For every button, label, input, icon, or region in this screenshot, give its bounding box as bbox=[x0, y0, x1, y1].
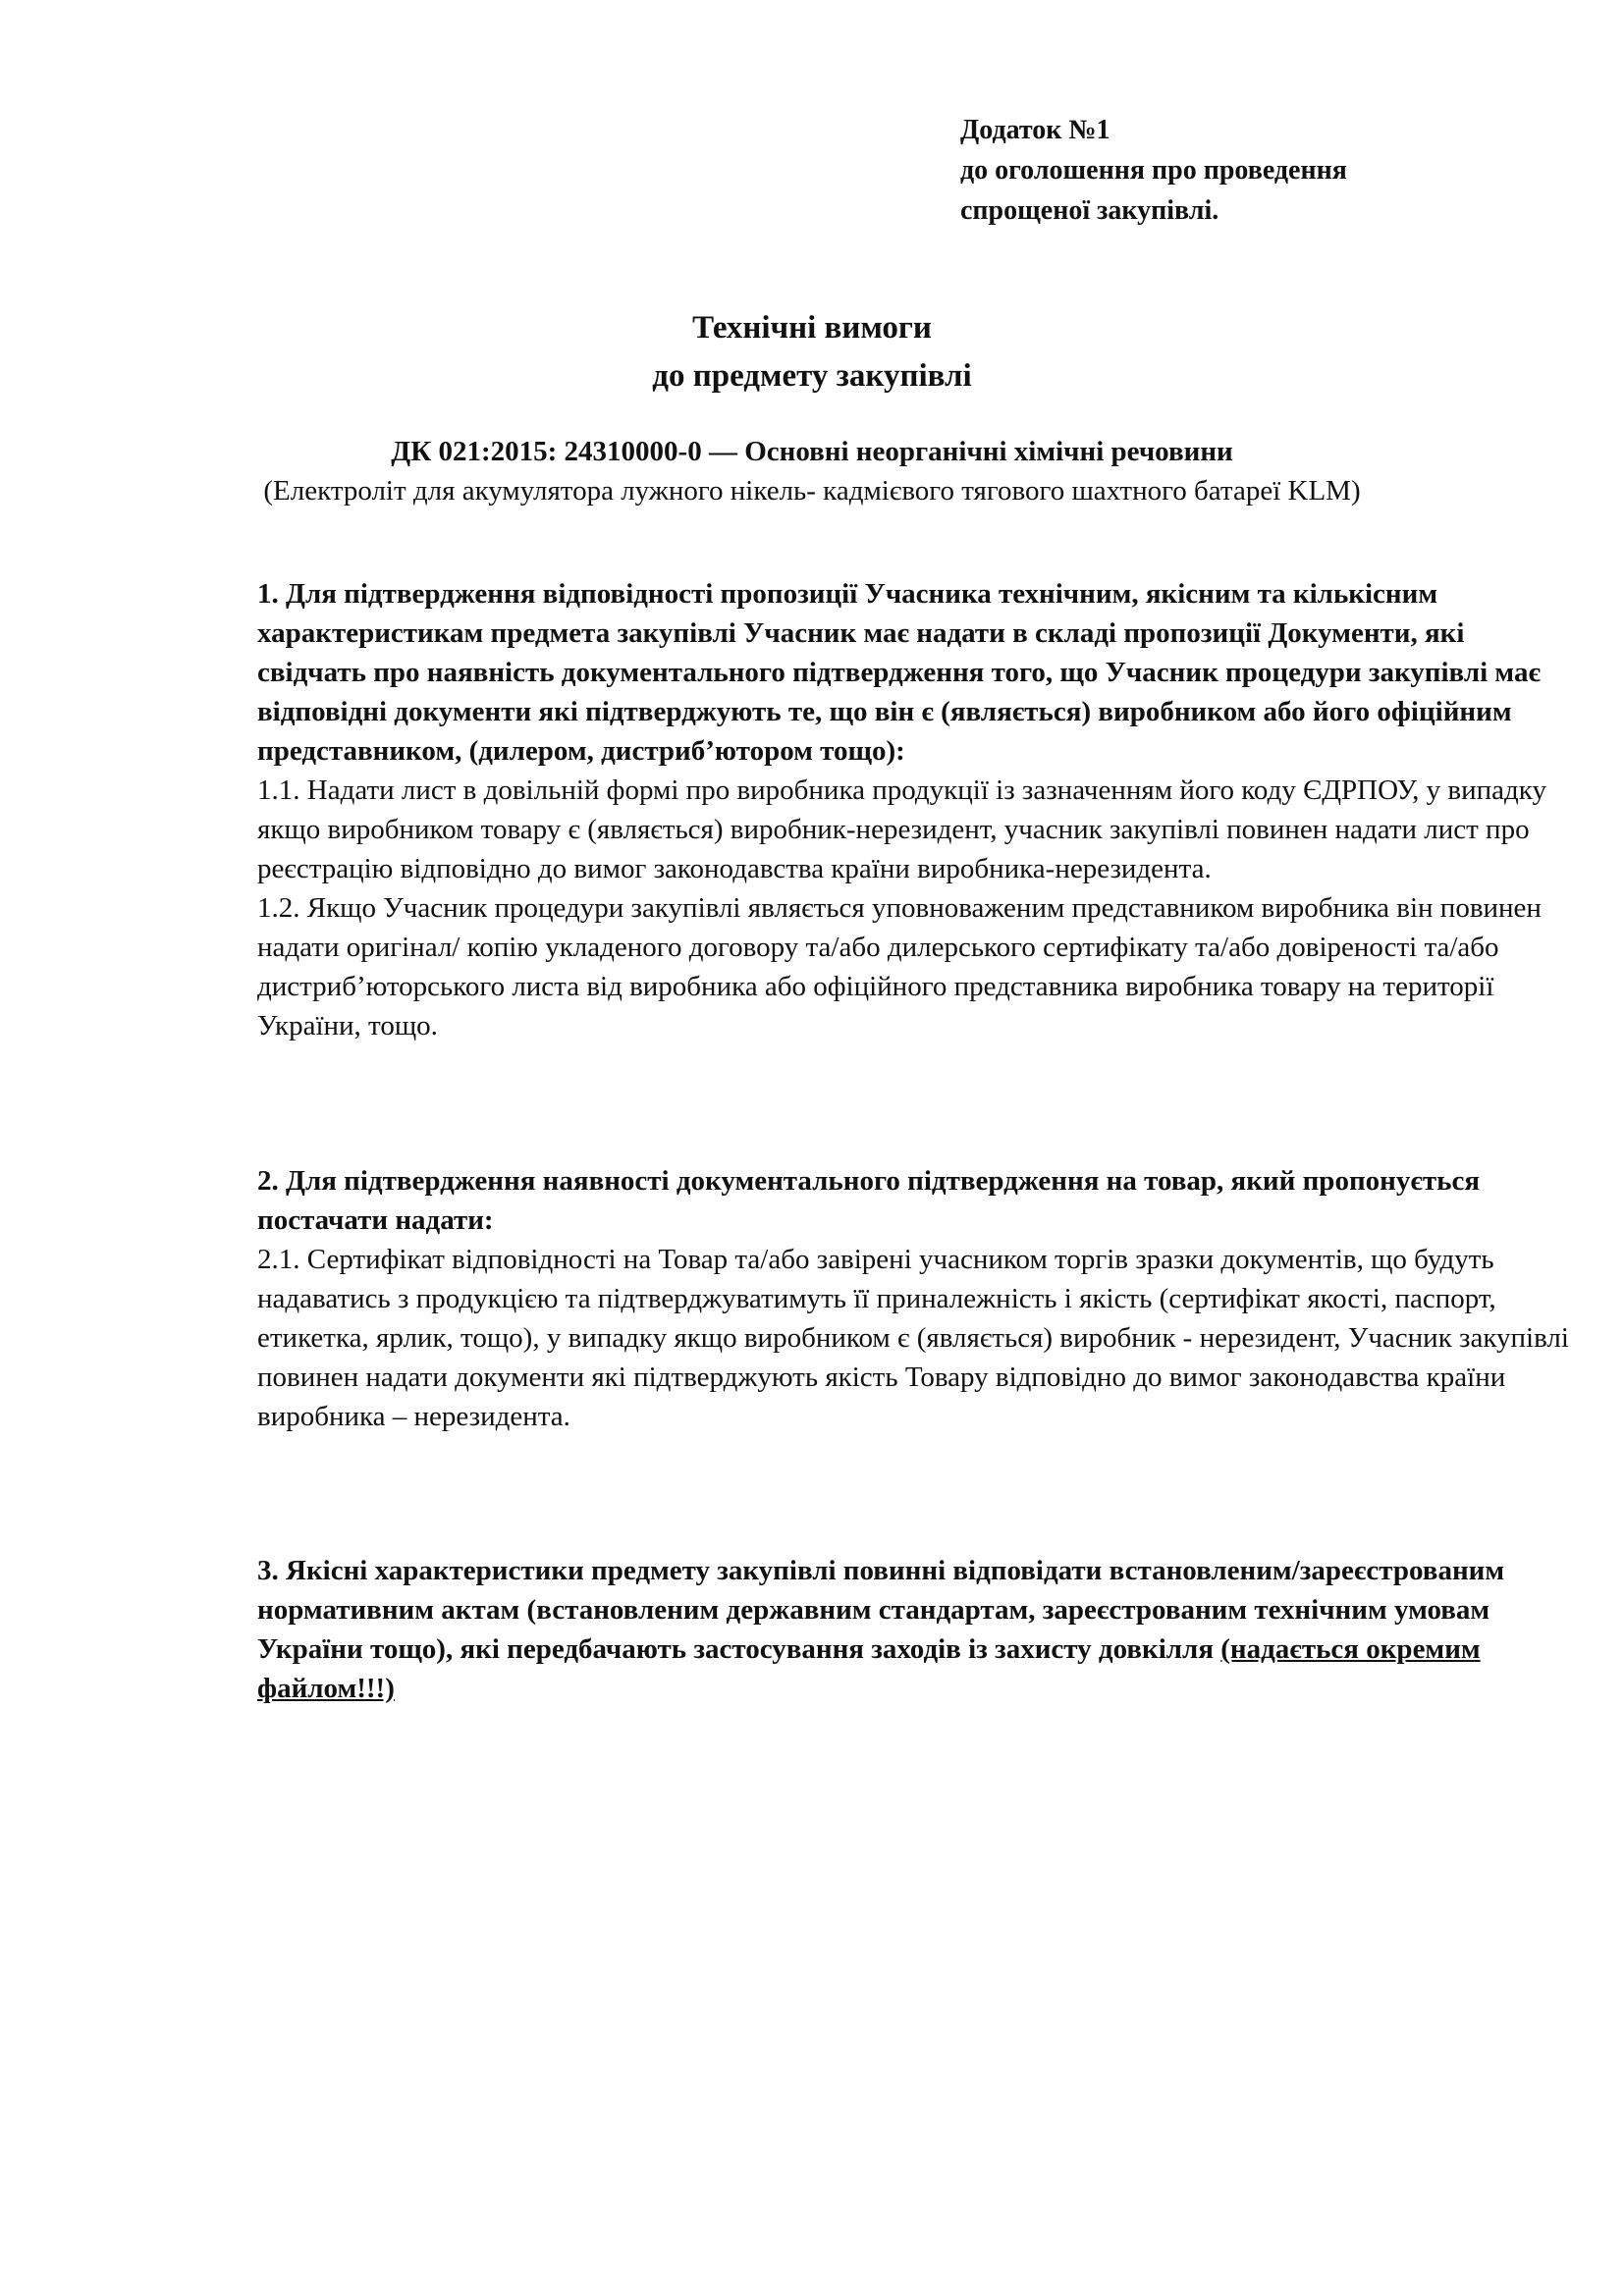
document-title bbox=[0, 304, 1624, 400]
annex-line-2: до оголошення про проведення bbox=[960, 155, 1347, 186]
title-line-1: Технічні вимоги bbox=[692, 310, 932, 346]
section-1 bbox=[257, 574, 1573, 1045]
section-2-item-1: 2.1. Сертифікат відповідності на Товар та/або завірені учасником торгів зразки документів, що будуть надаватись з продукцією та підтверджуватимуть її приналежність і якість (сертифікат якості, паспорт, етикетка, ярлик, тощо), у випадку якщо виробником є (являється) виробник - нерезидент, Учасник закупівлі повинен надати документи які підтверджують якість Товару відповідно до вимог законодавства країни виробника – нерезидента. bbox=[257, 1244, 1569, 1432]
separate-file-note: (надається окремим файлом!!!) bbox=[257, 1633, 1481, 1704]
product-subtitle: (Електроліт для акумулятора лужного нікель- кадмієвого тягового шахтного батареї KLM) bbox=[263, 475, 1361, 507]
classification-code: ДК 021:2015: 24310000-0 — Основні неорганічні хімічні речовини bbox=[391, 436, 1233, 467]
section-1-heading: 1. Для підтвердження відповідності пропозиції Учасника технічним, якісним та кількісним характеристикам предмета закупівлі Учасник має надати в складі пропозиції Документи, які свідчать про наявність документального підтвердження того, що Учасник процедури закупівлі має відповідні документи які підтверджують те, що він є (являється) виробником або його офіційним представником, (дилером, дистриб’ютором тощо): bbox=[257, 578, 1541, 767]
section-3 bbox=[257, 1551, 1573, 1708]
section-1-item-1: 1.1. Надати лист в довільній формі про виробника продукції із зазначенням його коду ЄДРПОУ, у випадку якщо виробником товару є (являється) виробник-нерезидент, учасник закупівлі повинен надати лист про реєстрацію відповідно до вимог законодавства країни виробника-нерезидента. bbox=[257, 774, 1546, 884]
annex-line-3: спрощеної закупівлі. bbox=[960, 195, 1219, 226]
section-3-paragraph bbox=[257, 1551, 1573, 1708]
title-line-2: до предмету закупівлі bbox=[652, 358, 972, 394]
annex-block bbox=[960, 110, 1549, 231]
section-3-heading: 3. Якісні характеристики предмету закупівлі повинні відповідати встановленим/зареєстрованим нормативним актам (встановленим державним стандартам, зареєстрованим технічним умовам України тощо), які передбачають застосування заходів із захисту довкілля bbox=[257, 1555, 1505, 1665]
section-1-item-2: 1.2. Якщо Учасник процедури закупівлі являється уповноваженим представником виробника він повинен надати оригінал/ копію укладеного договору та/або дилерського сертифікату та/або довіреності та/або дистриб’юторського листа від виробника або офіційного представника виробника товару на території України, тощо. bbox=[257, 892, 1542, 1041]
section-2 bbox=[257, 1161, 1573, 1436]
annex-number: Додаток №1 bbox=[960, 115, 1110, 145]
section-2-heading: 2. Для підтвердження наявності документального підтвердження на товар, який пропонується постачати надати: bbox=[257, 1165, 1481, 1236]
